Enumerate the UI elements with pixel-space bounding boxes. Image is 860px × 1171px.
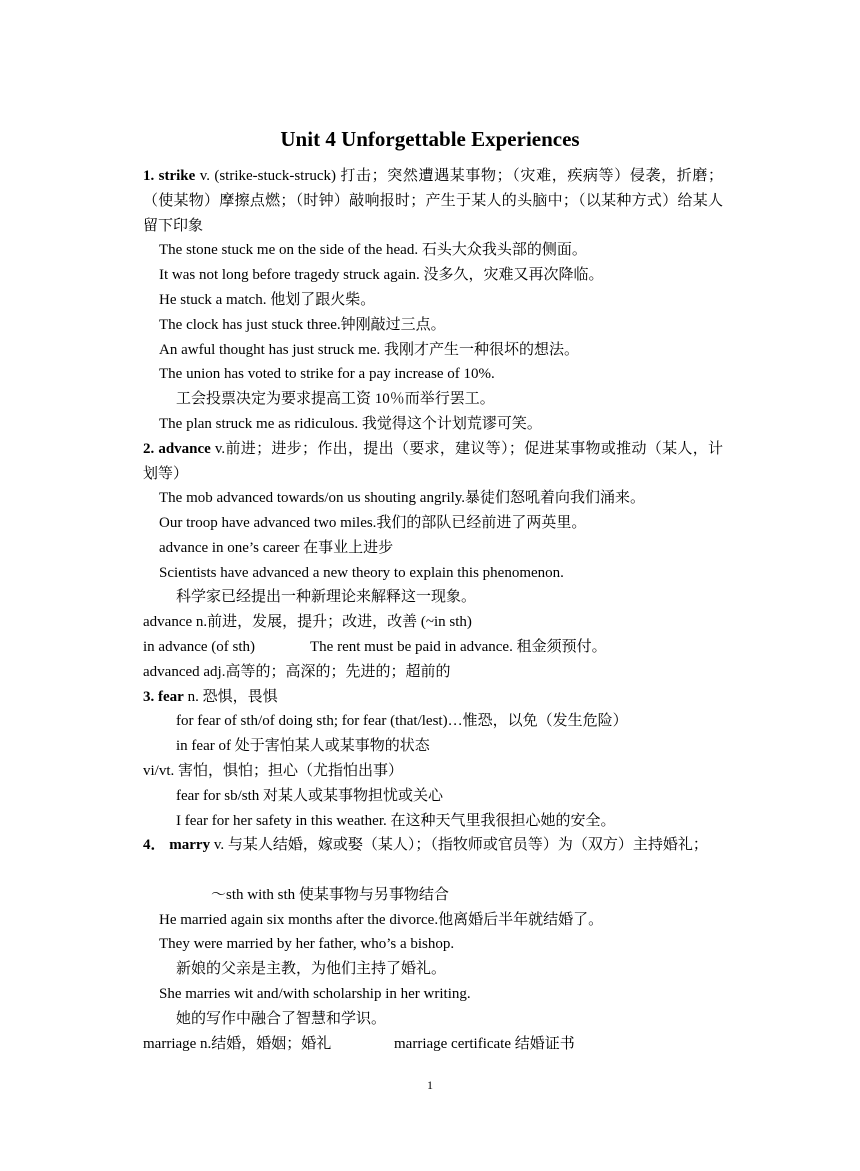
headword-strike: strike <box>158 168 196 184</box>
derived-noun: marriage n.结婚，婚姻；婚礼 <box>143 1036 332 1052</box>
example-sentence: He stuck a match. 他划了跟火柴。 <box>159 292 376 308</box>
example-sentence: The clock has just stuck three.钟刚敲过三点。 <box>159 317 446 333</box>
phrase-example: The rent must be paid in advance. 租金须预付。 <box>310 639 607 655</box>
example-translation: 她的写作中融合了智慧和学识。 <box>176 1011 387 1027</box>
phrase: in fear of 处于害怕某人或某事物的状态 <box>176 738 430 754</box>
example-sentence: advance in one’s career 在事业上进步 <box>159 540 394 556</box>
derived-adjective: advanced adj.高等的；高深的；先进的；超前的 <box>143 664 451 680</box>
example-sentence: He married again six months after the divorce.他离婚后半年就结婚了。 <box>159 912 604 928</box>
example-sentence: The plan struck me as ridiculous. 我觉得这个计划荒谬可笑。 <box>159 416 542 432</box>
entry-number: 2. <box>143 441 155 457</box>
phrase: ～sth with sth 使某事物与另事物结合 <box>211 887 449 903</box>
definition-text: v. (strike-stuck-struck) 打击；突然遭遇某事物；（灾难，疾病等）侵袭，折磨；（使某物）摩擦点燃；（时钟）敲响报时；产生于某人的头脑中；（以某种方式）给某人留下印象 <box>143 168 724 234</box>
example-sentence: The stone stuck me on the side of the head. 石头大众我头部的侧面。 <box>159 242 587 258</box>
entry-marry-definition <box>143 833 723 858</box>
page-number: 1 <box>427 1078 433 1092</box>
phrase: fear for sb/sth 对某人或某事物担忧或关心 <box>176 788 444 804</box>
entry-strike-definition <box>143 164 723 238</box>
example-translation: 科学家已经提出一种新理论来解释这一现象。 <box>176 589 477 605</box>
example-sentence: They were married by her father, who’s a bishop. <box>159 936 455 952</box>
headword-advance: advance <box>158 441 211 457</box>
entry-number: 3. <box>143 689 155 705</box>
example-sentence: Scientists have advanced a new theory to explain this phenomenon. <box>159 565 564 581</box>
example-sentence: The union has voted to strike for a pay increase of 10%. <box>159 366 495 382</box>
example-sentence: Our troop have advanced two miles.我们的部队已经前进了两英里。 <box>159 515 587 531</box>
headword-marry: marry <box>169 837 211 853</box>
entry-number: 1. <box>143 168 155 184</box>
definition-text: n. 恐惧，畏惧 <box>183 689 278 705</box>
definition-text: v.前进；进步；作出，提出（要求，建议等）；促进某事物或推动（某人，计划等） <box>143 441 724 482</box>
example-translation: 新娘的父亲是主教，为他们主持了婚礼。 <box>176 961 447 977</box>
example-sentence: She marries wit and/with scholarship in her writing. <box>159 986 471 1002</box>
entry-number: 4． <box>143 837 166 853</box>
entry-advance-definition <box>143 437 723 487</box>
definition-text: v. 与某人结婚，嫁或娶（某人）；（指牧师或官员等）为（双方）主持婚礼； <box>210 837 708 853</box>
entry-fear-definition <box>143 685 723 710</box>
derived-noun: advance n.前进，发展，提升；改进，改善 (~in sth) <box>143 614 472 630</box>
verb-definition: vi/vt. 害怕，惧怕；担心（尤指怕出事） <box>143 763 404 779</box>
derived-noun-row <box>143 1032 723 1057</box>
example-sentence: I fear for her safety in this weather. 在这种天气里我很担心她的安全。 <box>176 813 616 829</box>
phrase: for fear of sth/of doing sth; for fear (that/lest)…惟恐，以免（发生危险） <box>176 713 628 729</box>
example-sentence: The mob advanced towards/on us shouting angrily.暴徒们怒吼着向我们涌来。 <box>159 490 646 506</box>
phrase: in advance (of sth) <box>143 639 256 655</box>
page-title: Unit 4 Unforgettable Experiences <box>280 127 580 151</box>
example-sentence: It was not long before tragedy struck again. 没多久，灾难又再次降临。 <box>159 267 604 283</box>
example-sentence: An awful thought has just struck me. 我刚才产生一种很坏的想法。 <box>159 342 579 358</box>
example-translation: 工会投票决定为要求提高工资 10％而举行罢工。 <box>176 391 495 407</box>
headword-fear: fear <box>158 689 184 705</box>
phrase-row <box>143 635 723 660</box>
collocation: marriage certificate 结婚证书 <box>394 1036 575 1052</box>
